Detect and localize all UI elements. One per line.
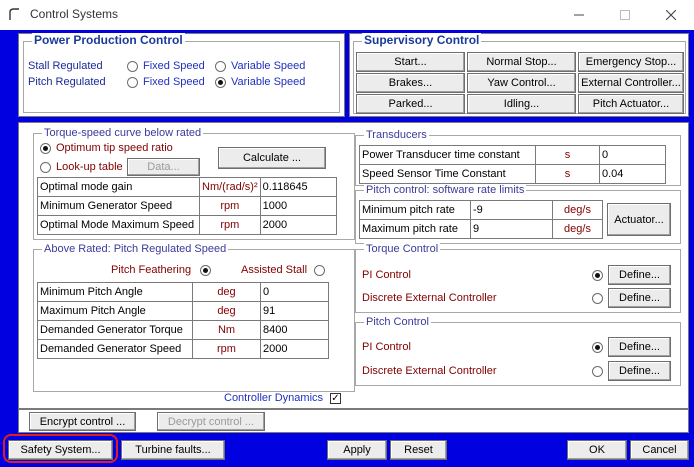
pitch-fixed-radio[interactable] xyxy=(127,77,138,88)
assisted-stall-radio[interactable] xyxy=(314,265,325,276)
stall-regulated-label: Stall Regulated xyxy=(28,60,103,72)
stall-fixed-label: Fixed Speed xyxy=(143,60,205,72)
torque-control-group xyxy=(355,243,681,313)
table-row xyxy=(38,197,337,216)
above-rated-group xyxy=(33,243,355,392)
param-unit: rpm xyxy=(200,216,261,235)
pitch-rate-group xyxy=(355,184,681,244)
normal-stop-button[interactable]: Normal Stop... xyxy=(467,52,576,72)
transducers-group xyxy=(355,129,681,186)
data-button[interactable]: Data... xyxy=(127,158,200,176)
pitch-rate-table xyxy=(359,200,603,239)
supervisory-title: Supervisory Control xyxy=(364,33,480,47)
param-unit: Nm/(rad/s)² xyxy=(200,178,261,197)
torque-pi-label: PI Control xyxy=(362,269,411,281)
above-rated-table xyxy=(37,282,329,359)
param-value[interactable]: 2000 xyxy=(261,340,329,359)
param-unit: s xyxy=(536,146,600,165)
power-production-title: Power Production Control xyxy=(34,33,183,47)
lookup-table-label: Look-up table xyxy=(56,161,123,173)
pitch-discrete-define-button[interactable]: Define... xyxy=(608,361,671,381)
pitch-actuator-button[interactable]: Pitch Actuator... xyxy=(578,94,684,114)
pitch-pi-radio[interactable] xyxy=(592,342,603,353)
torque-curve-table xyxy=(37,177,337,235)
pitch-discrete-label: Discrete External Controller xyxy=(362,365,497,377)
param-name: Minimum Pitch Angle xyxy=(38,283,193,302)
maximize-button[interactable] xyxy=(602,0,648,30)
cancel-button[interactable]: Cancel xyxy=(630,440,689,460)
encrypt-panel xyxy=(18,409,689,433)
controller-dynamics-checkbox[interactable]: ✓ xyxy=(331,393,340,404)
title-bar xyxy=(0,0,694,30)
param-value[interactable]: 0.04 xyxy=(600,165,666,184)
stall-variable-label: Variable Speed xyxy=(231,60,306,72)
param-value[interactable]: 1000 xyxy=(260,197,336,216)
param-value[interactable]: 0 xyxy=(600,146,666,165)
param-name: Optimal mode gain xyxy=(38,178,200,197)
transducers-table xyxy=(359,145,666,184)
window-title: Control Systems xyxy=(30,7,119,21)
pitch-rate-title: Pitch control: software rate limits xyxy=(366,184,525,196)
param-unit: deg/s xyxy=(553,220,603,239)
supervisory-group xyxy=(353,33,686,114)
pitch-variable-radio[interactable] xyxy=(215,77,226,88)
actuator-button[interactable]: Actuator... xyxy=(607,203,671,236)
param-name: Maximum pitch rate xyxy=(360,220,471,239)
ok-button[interactable]: OK xyxy=(567,440,627,460)
reset-button[interactable]: Reset xyxy=(390,440,447,460)
pitch-feathering-label: Pitch Feathering xyxy=(111,264,192,276)
supervisory-panel xyxy=(349,33,689,117)
decrypt-control-button[interactable]: Decrypt control ... xyxy=(157,412,265,431)
table-row xyxy=(38,178,337,197)
torque-curve-group xyxy=(33,127,355,240)
param-value[interactable]: 9 xyxy=(471,220,553,239)
param-name: Speed Sensor Time Constant xyxy=(360,165,536,184)
power-production-panel xyxy=(18,33,345,117)
pitch-variable-label: Variable Speed xyxy=(231,76,306,88)
table-row xyxy=(360,220,603,239)
yaw-control-button[interactable]: Yaw Control... xyxy=(467,73,576,93)
power-production-group xyxy=(23,33,340,113)
table-row xyxy=(38,321,329,340)
pitch-fixed-label: Fixed Speed xyxy=(143,76,205,88)
param-unit: deg/s xyxy=(553,201,603,220)
safety-system-button[interactable]: Safety System... xyxy=(8,440,113,460)
param-value[interactable]: -9 xyxy=(471,201,553,220)
transducers-title: Transducers xyxy=(366,129,427,141)
pitch-control-title: Pitch Control xyxy=(366,316,429,328)
minimize-button[interactable] xyxy=(556,0,602,30)
app-icon xyxy=(7,7,21,21)
param-unit: Nm xyxy=(193,321,261,340)
torque-pi-radio[interactable] xyxy=(592,270,603,281)
param-unit: deg xyxy=(193,302,261,321)
lookup-table-radio[interactable] xyxy=(40,162,51,173)
param-unit: deg xyxy=(193,283,261,302)
brakes-button[interactable]: Brakes... xyxy=(356,73,465,93)
torque-discrete-define-button[interactable]: Define... xyxy=(608,288,671,308)
param-name: Power Transducer time constant xyxy=(360,146,536,165)
param-value[interactable]: 91 xyxy=(261,302,329,321)
safety-system-highlight xyxy=(3,434,118,463)
torque-control-title: Torque Control xyxy=(366,243,439,255)
optimum-tsr-radio[interactable] xyxy=(40,143,51,154)
optimum-tsr-label: Optimum tip speed ratio xyxy=(56,142,173,154)
table-row xyxy=(360,165,666,184)
idling-button[interactable]: Idling... xyxy=(467,94,576,114)
close-button[interactable] xyxy=(648,0,694,30)
controller-dynamics-label: Controller Dynamics xyxy=(224,392,324,404)
apply-button[interactable]: Apply xyxy=(327,440,387,460)
torque-discrete-radio[interactable] xyxy=(592,293,603,304)
pitch-feathering-radio[interactable] xyxy=(200,265,211,276)
emergency-stop-button[interactable]: Emergency Stop... xyxy=(578,52,684,72)
above-rated-title: Above Rated: Pitch Regulated Speed xyxy=(44,243,227,255)
pitch-pi-define-button[interactable]: Define... xyxy=(608,337,671,357)
maximize-icon xyxy=(620,10,630,20)
pitch-regulated-label: Pitch Regulated xyxy=(28,76,106,88)
assisted-stall-label: Assisted Stall xyxy=(241,264,308,276)
torque-discrete-label: Discrete External Controller xyxy=(362,292,497,304)
table-row xyxy=(360,146,666,165)
stall-fixed-radio[interactable] xyxy=(127,61,138,72)
param-name: Maximum Pitch Angle xyxy=(38,302,193,321)
minimize-icon xyxy=(574,10,584,20)
param-value[interactable]: 0.118645 xyxy=(260,178,336,197)
close-icon xyxy=(666,10,676,20)
pitch-control-group xyxy=(355,316,681,386)
calculate-button[interactable]: Calculate ... xyxy=(218,147,326,169)
param-value[interactable]: 2000 xyxy=(260,216,336,235)
param-name: Minimum Generator Speed xyxy=(38,197,200,216)
table-row xyxy=(38,283,329,302)
pitch-pi-label: PI Control xyxy=(362,341,411,353)
param-unit: rpm xyxy=(200,197,261,216)
start-button[interactable]: Start... xyxy=(356,52,465,72)
encrypt-control-button[interactable]: Encrypt control ... xyxy=(29,412,136,431)
param-name: Optimal Mode Maximum Speed xyxy=(38,216,200,235)
table-row xyxy=(38,302,329,321)
param-value[interactable]: 0 xyxy=(261,283,329,302)
external-controller-button[interactable]: External Controller... xyxy=(578,73,684,93)
stall-variable-radio[interactable] xyxy=(215,61,226,72)
parked-button[interactable]: Parked... xyxy=(356,94,465,114)
table-row xyxy=(38,340,329,359)
param-value[interactable]: 8400 xyxy=(261,321,329,340)
turbine-faults-button[interactable]: Turbine faults... xyxy=(121,440,225,460)
param-name: Demanded Generator Torque xyxy=(38,321,193,340)
param-unit: s xyxy=(536,165,600,184)
pitch-discrete-radio[interactable] xyxy=(592,366,603,377)
param-name: Minimum pitch rate xyxy=(360,201,471,220)
param-name: Demanded Generator Speed xyxy=(38,340,193,359)
table-row xyxy=(360,201,603,220)
main-panel xyxy=(18,122,689,409)
torque-curve-title: Torque-speed curve below rated xyxy=(44,127,202,139)
table-row xyxy=(38,216,337,235)
torque-pi-define-button[interactable]: Define... xyxy=(608,265,671,285)
param-unit: rpm xyxy=(193,340,261,359)
